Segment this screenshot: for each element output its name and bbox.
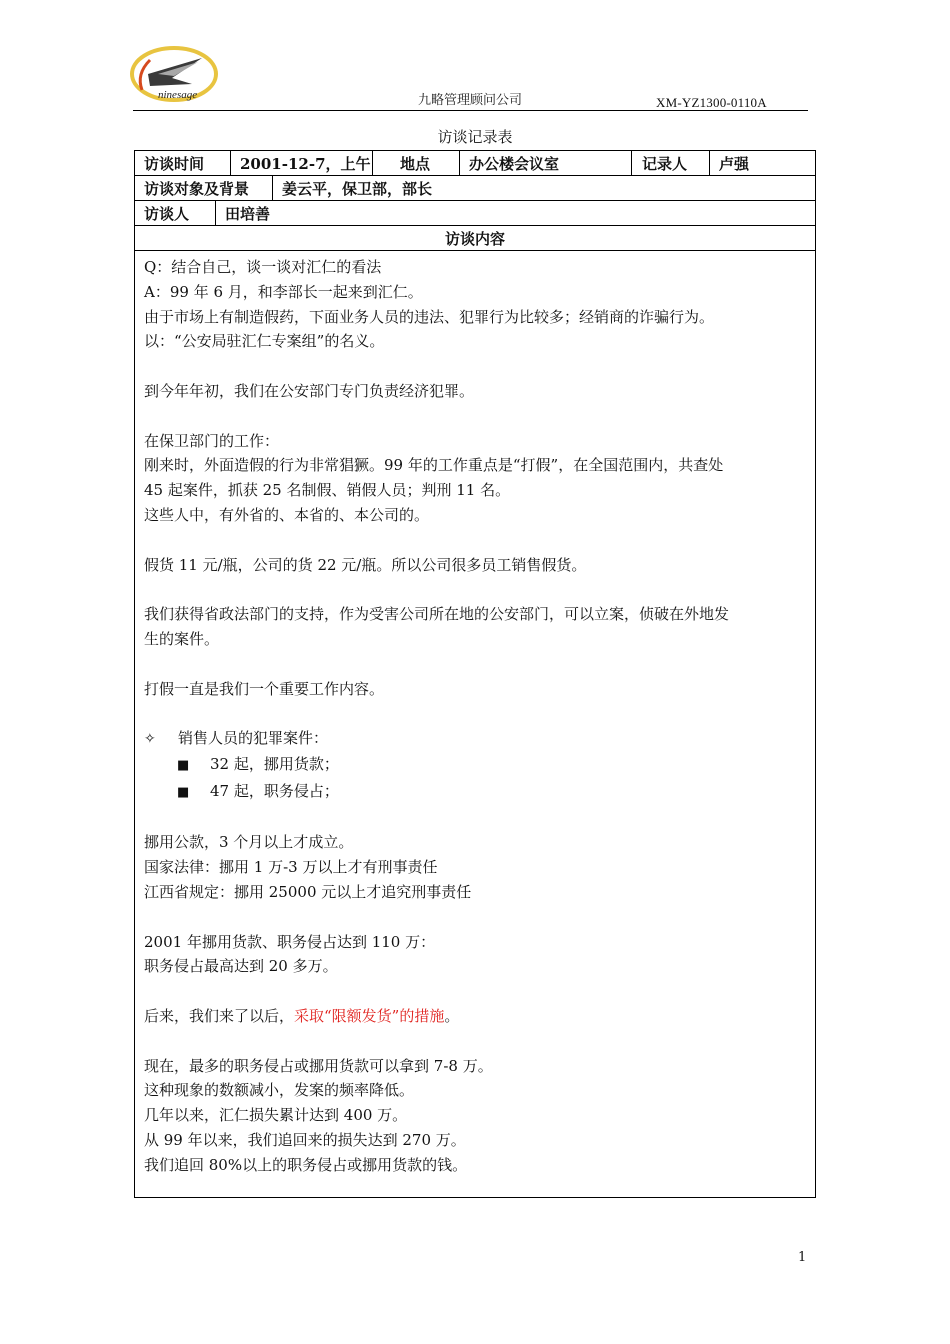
time-value: 2001-12-7，上午 bbox=[231, 151, 373, 175]
content-line: 45 起案件，抓获 25 名制假、销假人员；判刑 11 名。 bbox=[144, 481, 511, 500]
svg-text:ninesage: ninesage bbox=[158, 89, 198, 101]
content-line: 由于市场上有制造假药，下面业务人员的违法、犯罪行为比较多；经销商的诈骗行为。 bbox=[144, 307, 715, 326]
content-line: Q：结合自己，谈一谈对汇仁的看法 bbox=[144, 258, 382, 276]
interview-content bbox=[135, 251, 815, 1197]
content-line bbox=[144, 354, 805, 379]
square-bullet-icon: ■ bbox=[177, 757, 190, 773]
content-line bbox=[144, 577, 805, 602]
ninesage-logo bbox=[128, 44, 228, 106]
diamond-bullet-icon: ✧ bbox=[144, 731, 156, 748]
content-line: 现在，最多的职务侵占或挪用货款可以拿到 7-8 万。 bbox=[144, 1056, 493, 1075]
content-line: 从 99 年以来，我们追回来的损失达到 270 万。 bbox=[144, 1130, 466, 1149]
content-line: 以：“公安局驻汇仁专案组”的名义。 bbox=[144, 332, 385, 351]
document-title: 访谈记录表 bbox=[437, 128, 513, 146]
bullet-text: 销售人员的犯罪案件： bbox=[178, 729, 329, 748]
content-line bbox=[144, 652, 805, 677]
content-line: 在保卫部门的工作： bbox=[144, 431, 280, 450]
content-line: 打假一直是我们一个重要工作内容。 bbox=[144, 679, 385, 698]
content-line: 国家法律：挪用 1 万-3 万以上才有刑事责任 bbox=[144, 858, 438, 877]
content-line bbox=[144, 1029, 805, 1054]
content-line: 假货 11 元/瓶，公司的货 22 元/瓶。所以公司很多员工销售假货。 bbox=[144, 555, 587, 574]
place-label: 地点 bbox=[373, 151, 460, 175]
place-value: 办公楼会议室 bbox=[460, 151, 632, 175]
header-divider bbox=[133, 110, 808, 111]
content-line bbox=[144, 979, 805, 1004]
sub-bullet-item bbox=[144, 752, 805, 779]
content-label: 访谈内容 bbox=[444, 229, 505, 248]
table-row-content-header bbox=[135, 226, 815, 251]
table-row-subject bbox=[135, 176, 815, 201]
subject-value: 姜云平，保卫部，部长 bbox=[282, 179, 433, 198]
interviewer-value: 田培善 bbox=[225, 204, 271, 223]
content-line: 生的案件。 bbox=[144, 629, 220, 648]
recorder-value: 卢强 bbox=[719, 154, 750, 173]
square-bullet-icon: ■ bbox=[177, 784, 190, 800]
table-row-interviewer bbox=[135, 201, 815, 226]
content-line: 我们追回 80%以上的职务侵占或挪用货款的钱。 bbox=[144, 1155, 468, 1174]
sub-bullet-text: 47 起，职务侵占； bbox=[210, 781, 339, 800]
highlight-suffix: 。 bbox=[444, 1006, 460, 1025]
content-line-highlight bbox=[144, 1004, 805, 1029]
content-line: 江西省规定：挪用 25000 元以上才追究刑事责任 bbox=[144, 882, 472, 901]
content-line: 到今年年初，我们在公安部门专门负责经济犯罪。 bbox=[144, 381, 475, 400]
highlight-measure: 采取“限额发货”的措施 bbox=[294, 1006, 445, 1025]
content-line bbox=[144, 528, 805, 553]
time-label: 访谈时间 bbox=[135, 151, 231, 175]
content-line: 这些人中，有外省的、本省的、本公司的。 bbox=[144, 505, 430, 524]
sub-bullet-item bbox=[144, 779, 805, 806]
interview-table bbox=[134, 150, 816, 1198]
content-line bbox=[144, 905, 805, 930]
table-row-meta bbox=[135, 151, 815, 176]
content-line bbox=[144, 806, 805, 831]
content-line bbox=[144, 701, 805, 726]
content-line: 职务侵占最高达到 20 多万。 bbox=[144, 957, 338, 976]
content-line bbox=[144, 404, 805, 429]
content-line: 刚来时，外面造假的行为非常猖獗。99 年的工作重点是“打假”，在全国范围内，共查处 bbox=[144, 456, 724, 475]
content-line: 2001 年挪用货款、职务侵占达到 110 万： bbox=[144, 932, 436, 951]
sub-bullet-text: 32 起，挪用货款； bbox=[210, 754, 339, 773]
content-line: A：99 年 6 月，和李部长一起来到汇仁。 bbox=[144, 282, 423, 301]
content-line: 我们获得省政法部门的支持，作为受害公司所在地的公安部门，可以立案，侦破在外地发 bbox=[144, 605, 730, 624]
content-line: 这种现象的数额减小，发案的频率降低。 bbox=[144, 1081, 415, 1100]
document-number: XM-YZ1300-0110A bbox=[656, 95, 767, 110]
page-number: 1 bbox=[798, 1250, 807, 1265]
subject-label: 访谈对象及背景 bbox=[135, 176, 273, 200]
content-line: 几年以来，汇仁损失累计达到 400 万。 bbox=[144, 1106, 408, 1125]
highlight-prefix: 后来，我们来了以后， bbox=[144, 1006, 295, 1025]
interviewer-label: 访谈人 bbox=[135, 201, 216, 225]
content-line: 挪用公款，3 个月以上才成立。 bbox=[144, 833, 354, 852]
bullet-item bbox=[144, 726, 805, 752]
company-name: 九略管理顾问公司 bbox=[418, 93, 523, 108]
recorder-label: 记录人 bbox=[632, 151, 710, 175]
